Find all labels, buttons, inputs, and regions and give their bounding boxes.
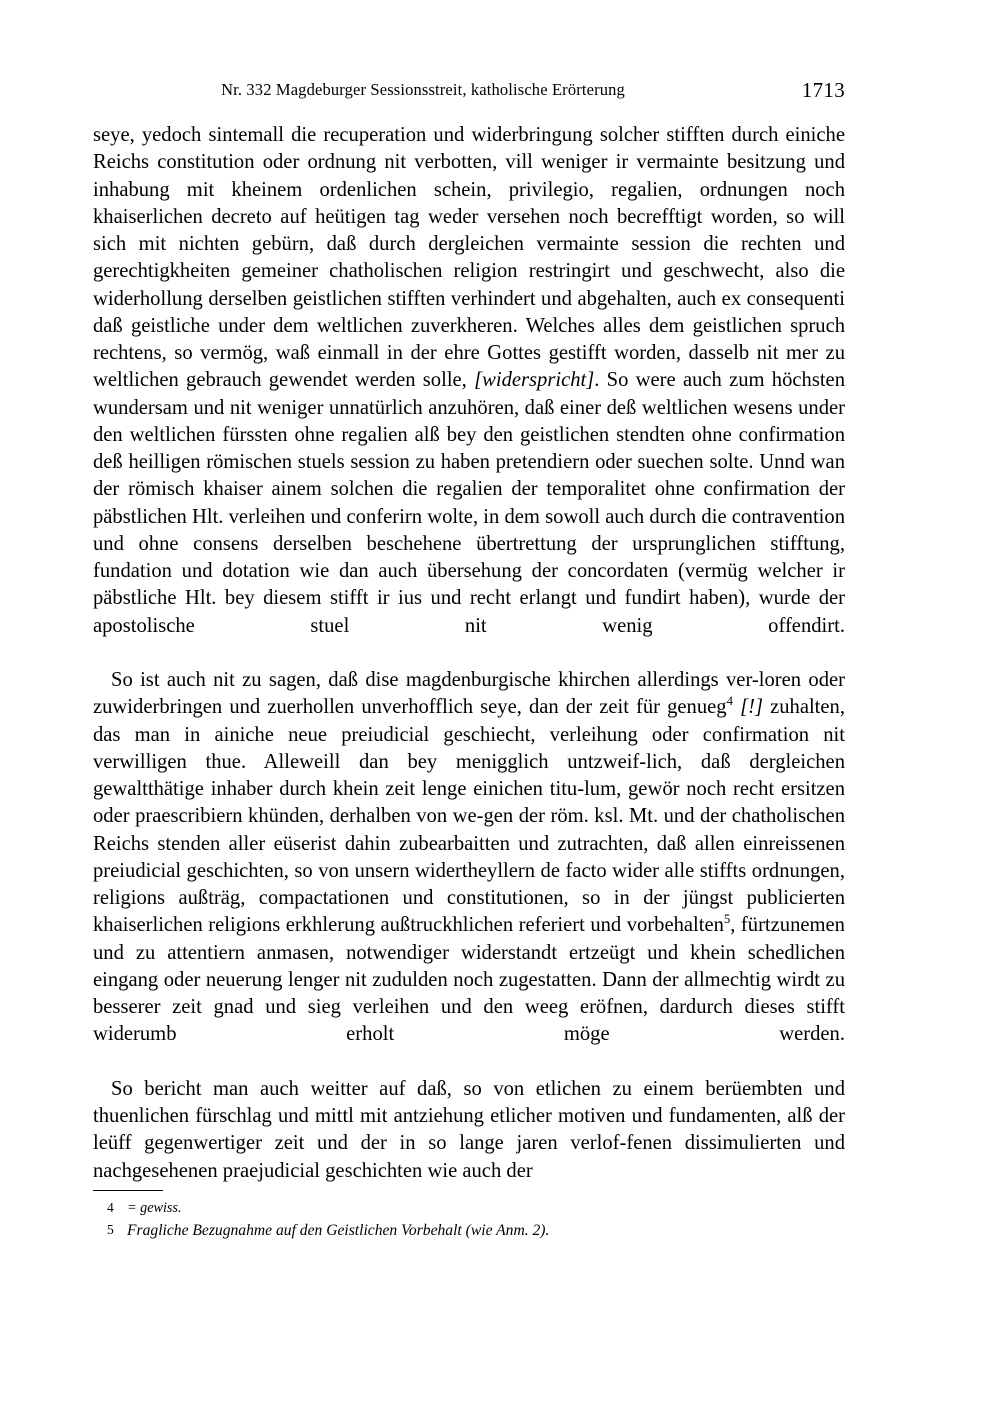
body-text: seye, yedoch sintemall die recuperation und widerbringung solcher stifften durch einiche Reichs constitution oder ordnung nit verbotten, vill weniger ir vermainte besitzung und inhabung mit kheinem ordenlichen schein, privilegio, regalien, ordnungen noch khaiserlichen decreto auf heütigen tag weder versehen noch becrefftigt worden, so will sich mit nichten gebürn, daß durch dergleichen vermainte session die rechten und gerechtigkheiten gemeiner chatholischen religion restringirt und geschwecht, also die widerhollung derselben geistlichen stifften verhindert und abgehalten, auch ex consequenti daß geistliche under dem weltlichen zuverkheren. Welches alles dem geistlichen spruch rechtens, so vermög, waß einmall in der ehre Gottes gestifft worden, dasselb nit mer zu weltlichen gebrauch gewendet werden solle, <box>93 124 845 392</box>
body-text: , fürtzunemen und zu attentiern anmasen, notwendiger widerstandt ertzeügt und khein schedlichen eingang oder neuerung lenger nit zudulden noch zugestatten. Dann der allmechtig wirdt zu besserer zeit gnad und sieg verleihen und den weeg eröfnen, dardurch dieses stifft widerumb erholt möge werden. <box>93 914 845 1046</box>
footnote-number: 4 <box>107 1200 114 1215</box>
footnote-reference[interactable]: 5 <box>723 912 731 927</box>
paragraph <box>93 1076 845 1185</box>
italic-text: [!] <box>740 696 763 719</box>
footnote-text: = gewiss. <box>127 1200 182 1216</box>
footnote-separator-rule <box>93 1190 163 1191</box>
body-text: . So were auch zum höchsten wundersam und nit weniger unnatürlich anzuhören, daß einer deß weltlichen wesens under den weltlichen fürssten ohne regalien alß bey den geistlichen stendten ohne confirmation deß heilligen römischen stuels session zu haben pretendiern oder suechen solte. Unnd wan der römisch khaiser ainem solchen die regalien der temporalitet ohne confirmation der päbstlichen Hlt. verleihen und conferirn wolte, in dem sowoll auch durch die contravention und ohne consens derselben beschehene übertrettung der ursprunglichen stifftung, fundation und dotation wie dan auch übersehung der concordaten (vermüg welcher ir päbstliche Hlt. bey diesem stifft ir ius und recht erlangt und fundirt haben), wurde der apostolische stuel nit wenig offendirt. <box>93 369 845 637</box>
footnote-list <box>93 1197 845 1242</box>
paragraph <box>93 667 845 1076</box>
body-text: So ist auch nit zu sagen, daß dise magdenburgische khirchen allerdings ver-loren oder zuwiderbringen und zuerhollen unverhofflich seye, dan der zeit für genueg <box>93 669 845 719</box>
body-text: So bericht man auch weitter auf daß, so von etlichen zu einem berüembten und thuenlichen fürschlag und mittl mit antziehung etlicher motiven und fundamenten, alß der leüff gegenwertiger zeit und der in so lange jaren verlof-fenen dissimulierten und nachgesehenen praejudicial geschichten wie auch der <box>93 1077 845 1182</box>
body-text-block <box>93 122 845 1185</box>
body-text: zuhalten, das man in ainiche neue preiudicial geschiecht, verleihung oder confirmation nit verwilligen thue. Alleweill dan bey menigglich untzweif-lich, daß dergleichen gewaltthätige inhaber durch khein zeit lenge einichen titu-lum, gewör noch recht ersitzen oder praescribiern khünden, derhalben von we-gen der röm. ksl. Mt. und der chatholischen Reichs stenden aller eüserist dahin zubearbaitten und zutrachten, daß allen einreissenen preiudicial geschichten, so von unsern widertheyllern de facto wider alle stiffts ordnungen, religions außträg, compactationen und constitutionen, so in der jüngst publicierten khaiserlichen religions erkhlerung außtruckhlichen referiert und vorbehalten <box>93 696 845 937</box>
footnote-text: Fragliche Bezugnahme auf den Geistlichen Vorbehalt (wie Anm. 2). <box>127 1222 550 1239</box>
paragraph <box>93 122 845 667</box>
page-number: 1713 <box>801 78 845 102</box>
footnote-item <box>93 1197 845 1219</box>
running-head-title: Nr. 332 Magdeburger Sessionsstreit, katholische Erörterung <box>221 80 625 99</box>
italic-text: [widerspricht] <box>474 369 595 392</box>
running-head <box>93 78 845 108</box>
footnote-number: 5 <box>107 1222 114 1237</box>
footnote-item <box>93 1220 845 1242</box>
footnote-apparatus <box>93 1190 845 1243</box>
footnote-reference[interactable]: 4 <box>726 694 733 709</box>
